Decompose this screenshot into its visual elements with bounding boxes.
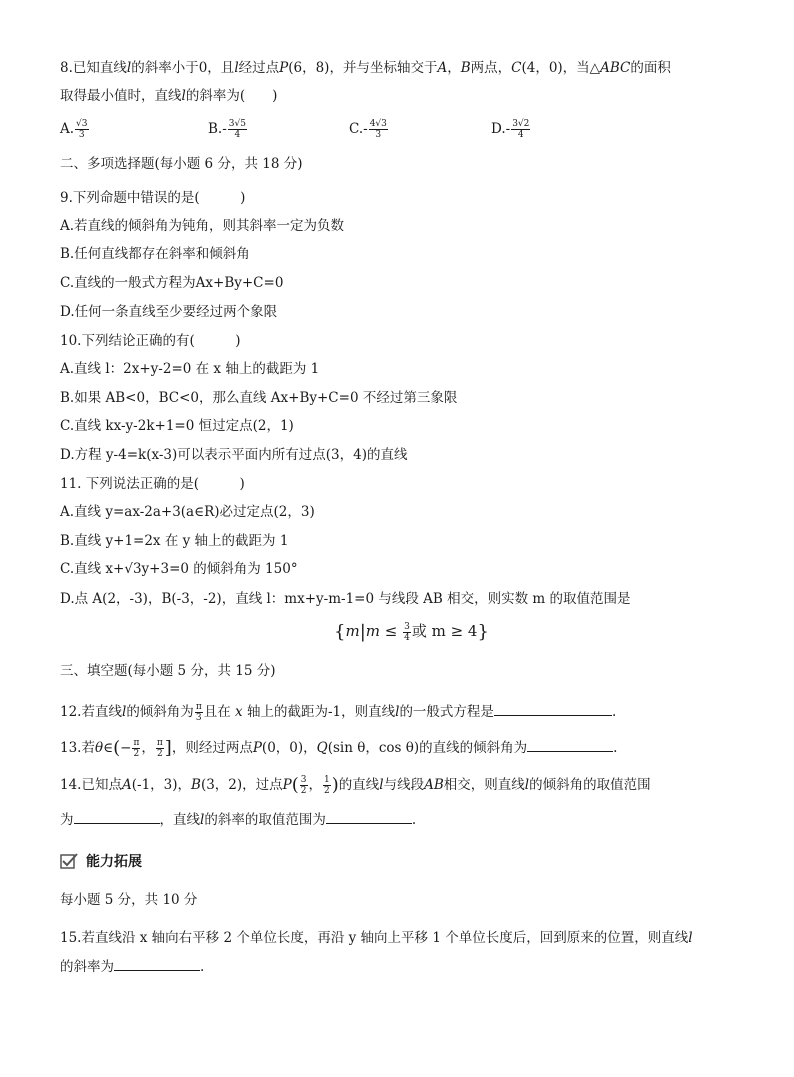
period: . <box>613 740 618 756</box>
var-c: C <box>511 60 522 76</box>
q10-option-b: B.如果 AB<0，BC<0，那么直线 Ax+By+C=0 不经过第三象限 <box>60 390 458 406</box>
fraction: $\frac{3√5}{4}$ <box>228 119 246 140</box>
q11-option-d: D.点 A(2，-3)，B(-3，-2)，直线 l：mx+y-m-1=0 与线段 AB 相交，则实数 m 的取值范围是 <box>60 591 631 607</box>
q8-text: 的斜率为( ) <box>185 88 278 104</box>
fraction: $\frac{3}{2}$ <box>300 775 307 796</box>
extension-note: 每小题 5 分，共 10 分 <box>60 892 198 908</box>
answer-blank[interactable] <box>74 809 160 824</box>
section-extension-header <box>60 851 142 871</box>
fraction: $\frac{1}{2}$ <box>324 775 330 796</box>
fraction: $\frac{\pi}{3}$ <box>195 702 202 723</box>
var-l: l <box>688 930 693 946</box>
q8-text: 的斜率小于0，且 <box>131 60 235 76</box>
q14-text: 的倾斜角的取值范围 <box>529 777 651 793</box>
q14-text: (3，2)，过点 <box>200 777 283 793</box>
answer-blank[interactable] <box>114 956 200 971</box>
q13-text: ，则经过两点 <box>171 740 253 756</box>
period: . <box>200 959 205 975</box>
q8-text: 8.已知直线 <box>60 60 127 76</box>
q15-text: 的斜率为 <box>60 959 114 975</box>
option-label: B.- <box>208 121 227 137</box>
q8-text: (6，8)，并与坐标轴交于 <box>288 60 438 76</box>
q11-option-c: C.直线 x+√3y+3=0 的倾斜角为 150° <box>60 561 298 577</box>
q8-line1: 8.已知直线l的斜率小于0，且l经过点P(6，8)，并与坐标轴交于A，B两点，C(4，0)，当△ABC的面积 <box>60 60 671 76</box>
q11-option-b: B.直线 y+1=2x 在 y 轴上的截距为 1 <box>60 533 289 549</box>
q12-text: 轴上的截距为-1，则直线 <box>246 704 396 720</box>
var-a: A <box>437 60 448 76</box>
q11-answer-set: {m|m ≤ $\frac{3}{4}$ 或 m ≥ 4} <box>334 621 489 643</box>
q12-text: 且在 <box>203 704 231 720</box>
q15-text: 15.若直线沿 x 轴向右平移 2 个单位长度，再沿 y 轴向上平移 1 个单位长度后，回到原来的位置，则直线 <box>60 930 689 946</box>
q9-option-b: B.任何直线都存在斜率和倾斜角 <box>60 246 250 262</box>
q15-line1 <box>60 928 693 948</box>
q13-line: 13.若θ∈(− $\frac{\pi}{2}$ ， $\frac{\pi}{2}$ ]，则经过两点P(0，0)，Q(sin θ，cos θ)的直线的倾斜角为 . <box>60 737 618 759</box>
period: . <box>411 812 417 828</box>
section-fill-in: 三、填空题(每小题 5 分，共 15 分) <box>60 663 276 679</box>
q12-text: 的倾斜角为 <box>126 704 194 720</box>
q13-text: θ∈ <box>94 740 114 756</box>
q14-text: 为 <box>60 812 74 828</box>
q8-line2 <box>60 86 277 106</box>
var-p: P <box>279 60 289 76</box>
answer-blank[interactable] <box>494 701 612 716</box>
q14-text: 的斜率的取值范围为 <box>204 812 326 828</box>
answer-blank[interactable] <box>326 809 412 824</box>
q12-text: 的一般式方程是 <box>399 704 494 720</box>
option-label: D.- <box>491 121 511 137</box>
q11-option-a: A.直线 y=ax-2a+3(a∈R)必过定点(2，3) <box>60 504 315 520</box>
q9-stem: 9.下列命题中错误的是( ) <box>60 190 246 206</box>
q9-option-d: D.任何一条直线至少要经过两个象限 <box>60 304 278 320</box>
q14-text: 的直线 <box>338 777 380 793</box>
var-l: l <box>395 704 400 720</box>
q8-text: (4，0)，当△ <box>521 60 601 76</box>
q10-option-a: A.直线 l：2x+y-2=0 在 x 轴上的截距为 1 <box>60 361 320 377</box>
q13-text: 13.若 <box>60 740 95 756</box>
var-l: l <box>379 777 384 793</box>
set-cond: 或 m ≥ 4 <box>411 622 478 640</box>
var-p: P <box>282 777 292 793</box>
option-label: A. <box>60 121 75 137</box>
var-l: l <box>181 88 186 104</box>
var-l: l <box>121 704 127 720</box>
var-a: A <box>121 777 132 793</box>
option-label: C.- <box>349 121 368 137</box>
q12-line: 12.若直线l的倾斜角为 $\frac{\pi}{3}$ 且在 x 轴上的截距为-1，则直线l的一般式方程是 . <box>60 702 617 723</box>
q14-text: (-1，3)， <box>131 777 192 793</box>
var-b: B <box>460 60 471 76</box>
period: . <box>611 704 617 720</box>
q11-stem: 11. 下列说法正确的是( ) <box>60 476 245 492</box>
q13-text: (sin θ，cos θ)的直线的倾斜角为 <box>327 740 528 756</box>
q9-option-c: C.直线的一般式方程为Ax+By+C=0 <box>60 275 284 291</box>
q8-option-a <box>60 118 90 140</box>
q10-option-d: D.方程 y-4=k(x-3)可以表示平面内所有过点(3，4)的直线 <box>60 447 408 463</box>
q14-text: 与线段 <box>383 777 425 793</box>
fraction: $\frac{4√3}{3}$ <box>369 119 387 140</box>
var-l: l <box>524 777 530 793</box>
q8-text: 两点， <box>470 60 512 76</box>
fraction: $\frac{3}{4}$ <box>404 621 410 643</box>
q14-text: 相交，则直线 <box>443 777 525 793</box>
q14-line1: 14.已知点A(-1，3)，B(3，2)，过点P( $\frac{3}{2}$ ， $\frac{1}{2}$ )的直线l与线段AB相交，则直线l的倾斜角的取值范围 <box>60 774 651 796</box>
var-b: B <box>191 777 201 793</box>
q8-text: 的面积 <box>630 60 671 76</box>
var-l: l <box>234 60 239 76</box>
set-var: m <box>345 622 360 640</box>
var-abc: ABC <box>600 60 631 76</box>
q13-text: (0，0)， <box>261 740 317 756</box>
q14-line2 <box>60 809 416 830</box>
q14-text: ，直线 <box>159 812 200 828</box>
q8-option-b <box>208 118 248 140</box>
q10-stem: 10.下列结论正确的有( ) <box>60 333 241 349</box>
set-cond: m ≤ <box>365 622 403 640</box>
var-l: l <box>200 812 205 828</box>
section-multiple-choice: 二、多项选择题(每小题 6 分，共 18 分) <box>60 156 303 172</box>
q8-option-c <box>349 118 389 140</box>
q8-option-d <box>491 118 531 140</box>
fraction: $\frac{√3}{3}$ <box>76 119 88 140</box>
q14-text: 14.已知点 <box>60 777 122 793</box>
extension-title: 能力拓展 <box>86 854 142 870</box>
fraction: $\frac{\pi}{2}$ <box>133 738 140 759</box>
q8-text: 取得最小值时，直线 <box>60 88 182 104</box>
var-l: l <box>126 60 132 76</box>
answer-blank[interactable] <box>527 737 613 752</box>
var-p: P <box>252 740 262 756</box>
checkbox-check-icon <box>60 853 78 869</box>
fraction: $\frac{\pi}{2}$ <box>156 738 163 759</box>
q9-option-a: A.若直线的倾斜角为钝角，则其斜率一定为负数 <box>60 218 345 234</box>
q12-text: 12.若直线 <box>60 704 122 720</box>
q15-line2 <box>60 956 204 977</box>
q8-text: 经过点 <box>238 60 280 76</box>
fraction: $\frac{3√2}{4}$ <box>512 119 530 140</box>
q10-option-c: C.直线 kx-y-2k+1=0 恒过定点(2，1) <box>60 418 294 434</box>
